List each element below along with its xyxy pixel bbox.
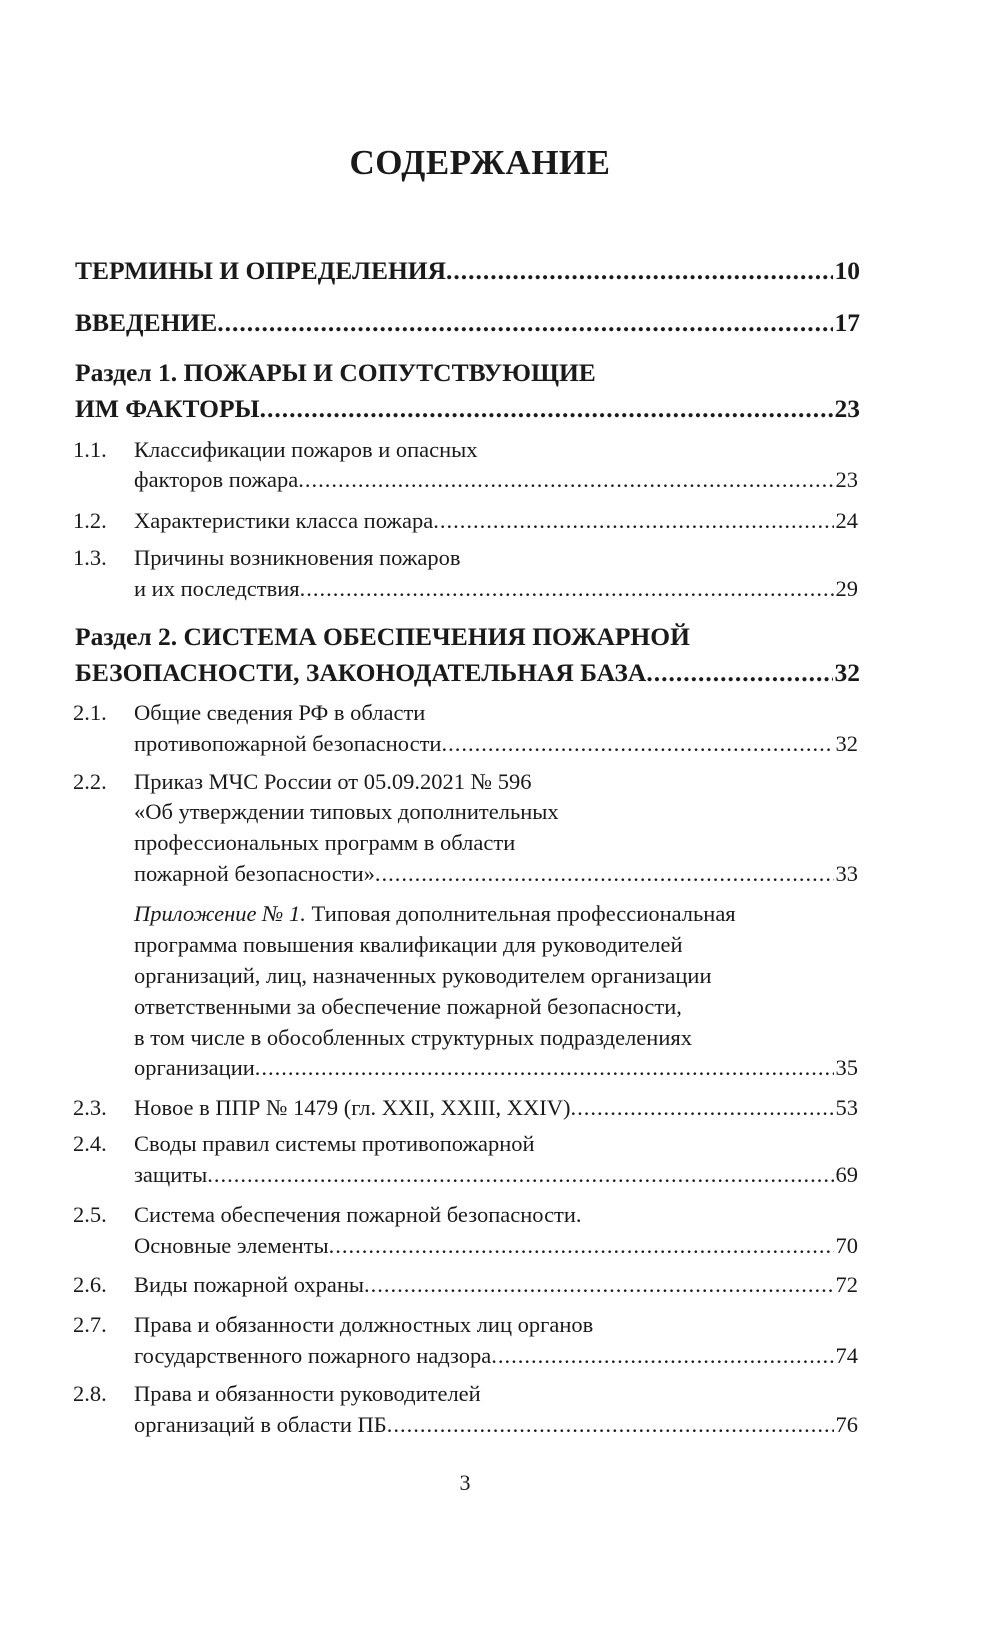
- toc-item-2-3[interactable]: [134, 1095, 858, 1121]
- item-number: 2.6.: [73, 1272, 107, 1297]
- dot-leader: [375, 861, 834, 887]
- toc-entry-page: 29: [835, 576, 858, 601]
- toc-item-2-8[interactable]: [134, 1412, 858, 1438]
- toc-entry-page: 70: [835, 1233, 858, 1258]
- toc-entry-label: государственного пожарного надзора: [134, 1343, 492, 1368]
- item-number: 2.4.: [73, 1131, 107, 1156]
- dot-leader: [260, 394, 833, 424]
- toc-entry-page: 53: [835, 1095, 858, 1120]
- toc-item-2-7[interactable]: [134, 1343, 858, 1369]
- toc-entry-page: 23: [835, 467, 858, 492]
- dot-leader: [491, 1343, 833, 1369]
- toc-item-line[interactable]: Права и обязанности руководителей: [134, 1381, 481, 1406]
- item-number: 1.1.: [73, 437, 107, 462]
- toc-item-1-1[interactable]: [134, 467, 858, 493]
- toc-entry-page: 17: [834, 308, 860, 337]
- toc-item-line[interactable]: Классификации пожаров и опасных: [134, 437, 478, 462]
- item-number: 2.2.: [73, 769, 107, 794]
- item-number: 2.3.: [73, 1095, 107, 1120]
- toc-entry-page: 32: [834, 658, 860, 687]
- appendix-title: Типовая дополнительная профессиональная: [305, 901, 736, 926]
- section-2-heading[interactable]: Раздел 2. СИСТЕМА ОБЕСПЕЧЕНИЯ ПОЖАРНОЙ: [75, 622, 690, 651]
- dot-leader: [570, 1095, 833, 1121]
- toc-item-2-5[interactable]: [134, 1233, 858, 1259]
- toc-entry-page: 23: [834, 394, 860, 423]
- toc-item-line[interactable]: ответственными за обеспечение пожарной безопасности,: [134, 994, 682, 1019]
- toc-entry-label: пожарной безопасности»: [134, 861, 375, 886]
- dot-leader: [387, 1412, 834, 1438]
- toc-entry-label: Новое в ППР № 1479 (гл. XXII, XXIII, XXIV): [134, 1095, 571, 1120]
- toc-item-line[interactable]: в том числе в обособленных структурных подразделениях: [134, 1025, 692, 1050]
- page-number: 3: [459, 1470, 471, 1495]
- toc-item-line[interactable]: программа повышения квалификации для руководителей: [134, 932, 683, 957]
- toc-entry-label: БЕЗОПАСНОСТИ, ЗАКОНОДАТЕЛЬНАЯ БАЗА: [75, 658, 647, 687]
- dot-leader: [207, 1162, 833, 1188]
- toc-entry-page: 32: [835, 731, 858, 756]
- toc-item-2-4[interactable]: [134, 1162, 858, 1188]
- dot-leader: [300, 576, 834, 602]
- item-number: 2.8.: [73, 1381, 107, 1406]
- dot-leader: [446, 256, 832, 286]
- dot-leader: [433, 508, 833, 534]
- toc-entry-page: 24: [835, 508, 858, 533]
- item-number: 1.3.: [73, 545, 107, 570]
- toc-entry-label: ИМ ФАКТОРЫ: [75, 394, 260, 423]
- toc-entry-label: Основные элементы: [134, 1233, 329, 1258]
- appendix-first-line[interactable]: [134, 901, 736, 927]
- dot-leader: [329, 1233, 834, 1259]
- toc-entry-label: Виды пожарной охраны: [134, 1272, 365, 1297]
- toc-entry-label: защиты: [134, 1162, 208, 1187]
- dot-leader: [441, 731, 833, 757]
- section-2-heading-end[interactable]: [75, 658, 860, 688]
- toc-item-line[interactable]: Приказ МЧС России от 05.09.2021 № 596: [134, 769, 532, 794]
- dot-leader: [217, 308, 832, 338]
- toc-entry-intro[interactable]: [75, 308, 860, 338]
- toc-item-appendix-1[interactable]: [134, 1055, 858, 1081]
- dot-leader: [255, 1055, 834, 1081]
- toc-entry-page: 69: [835, 1162, 858, 1187]
- toc-item-2-2[interactable]: [134, 861, 858, 887]
- toc-entry-label: противопожарной безопасности: [134, 731, 442, 756]
- page-title: СОДЕРЖАНИЕ: [349, 143, 611, 182]
- toc-entry-page: 10: [834, 256, 860, 285]
- toc-item-line[interactable]: Права и обязанности должностных лиц органов: [134, 1312, 594, 1337]
- item-number: 2.5.: [73, 1202, 107, 1227]
- section-1-heading[interactable]: Раздел 1. ПОЖАРЫ И СОПУТСТВУЮЩИЕ: [75, 358, 596, 387]
- item-number: 1.2.: [73, 508, 107, 533]
- toc-item-2-1[interactable]: [134, 731, 858, 757]
- toc-item-line[interactable]: Своды правил системы противопожарной: [134, 1131, 535, 1156]
- dot-leader: [364, 1272, 833, 1298]
- toc-item-1-2[interactable]: [134, 508, 858, 534]
- toc-item-line[interactable]: Причины возникновения пожаров: [134, 545, 461, 570]
- toc-entry-terms[interactable]: [75, 256, 860, 286]
- toc-entry-label: Характеристики класса пожара: [134, 508, 434, 533]
- toc-item-line[interactable]: Общие сведения РФ в области: [134, 700, 426, 725]
- toc-entry-page: 72: [835, 1272, 858, 1297]
- toc-entry-label: факторов пожара: [134, 467, 299, 492]
- toc-entry-page: 35: [835, 1055, 858, 1080]
- toc-item-line[interactable]: «Об утверждении типовых дополнительных: [134, 799, 559, 824]
- dot-leader: [298, 467, 833, 493]
- toc-item-1-3[interactable]: [134, 576, 858, 602]
- item-number: 2.7.: [73, 1312, 107, 1337]
- toc-entry-label: ТЕРМИНЫ И ОПРЕДЕЛЕНИЯ: [75, 256, 447, 285]
- toc-entry-label: и их последствия: [134, 576, 300, 601]
- dot-leader: [646, 658, 832, 688]
- toc-entry-label: организаций в области ПБ: [134, 1412, 387, 1437]
- toc-entry-label: ВВЕДЕНИЕ: [75, 308, 218, 337]
- toc-entry-page: 76: [835, 1412, 858, 1437]
- toc-item-line[interactable]: организаций, лиц, назначенных руководителем организации: [134, 963, 712, 988]
- toc-entry-page: 74: [835, 1343, 858, 1368]
- toc-item-line[interactable]: Система обеспечения пожарной безопасности.: [134, 1202, 582, 1227]
- appendix-label: Приложение № 1.: [134, 901, 306, 926]
- toc-entry-label: организации: [134, 1055, 255, 1080]
- section-1-heading-end[interactable]: [75, 394, 860, 424]
- toc-item-line[interactable]: профессиональных программ в области: [134, 830, 516, 855]
- toc-entry-page: 33: [835, 861, 858, 886]
- item-number: 2.1.: [73, 700, 107, 725]
- toc-item-2-6[interactable]: [134, 1272, 858, 1298]
